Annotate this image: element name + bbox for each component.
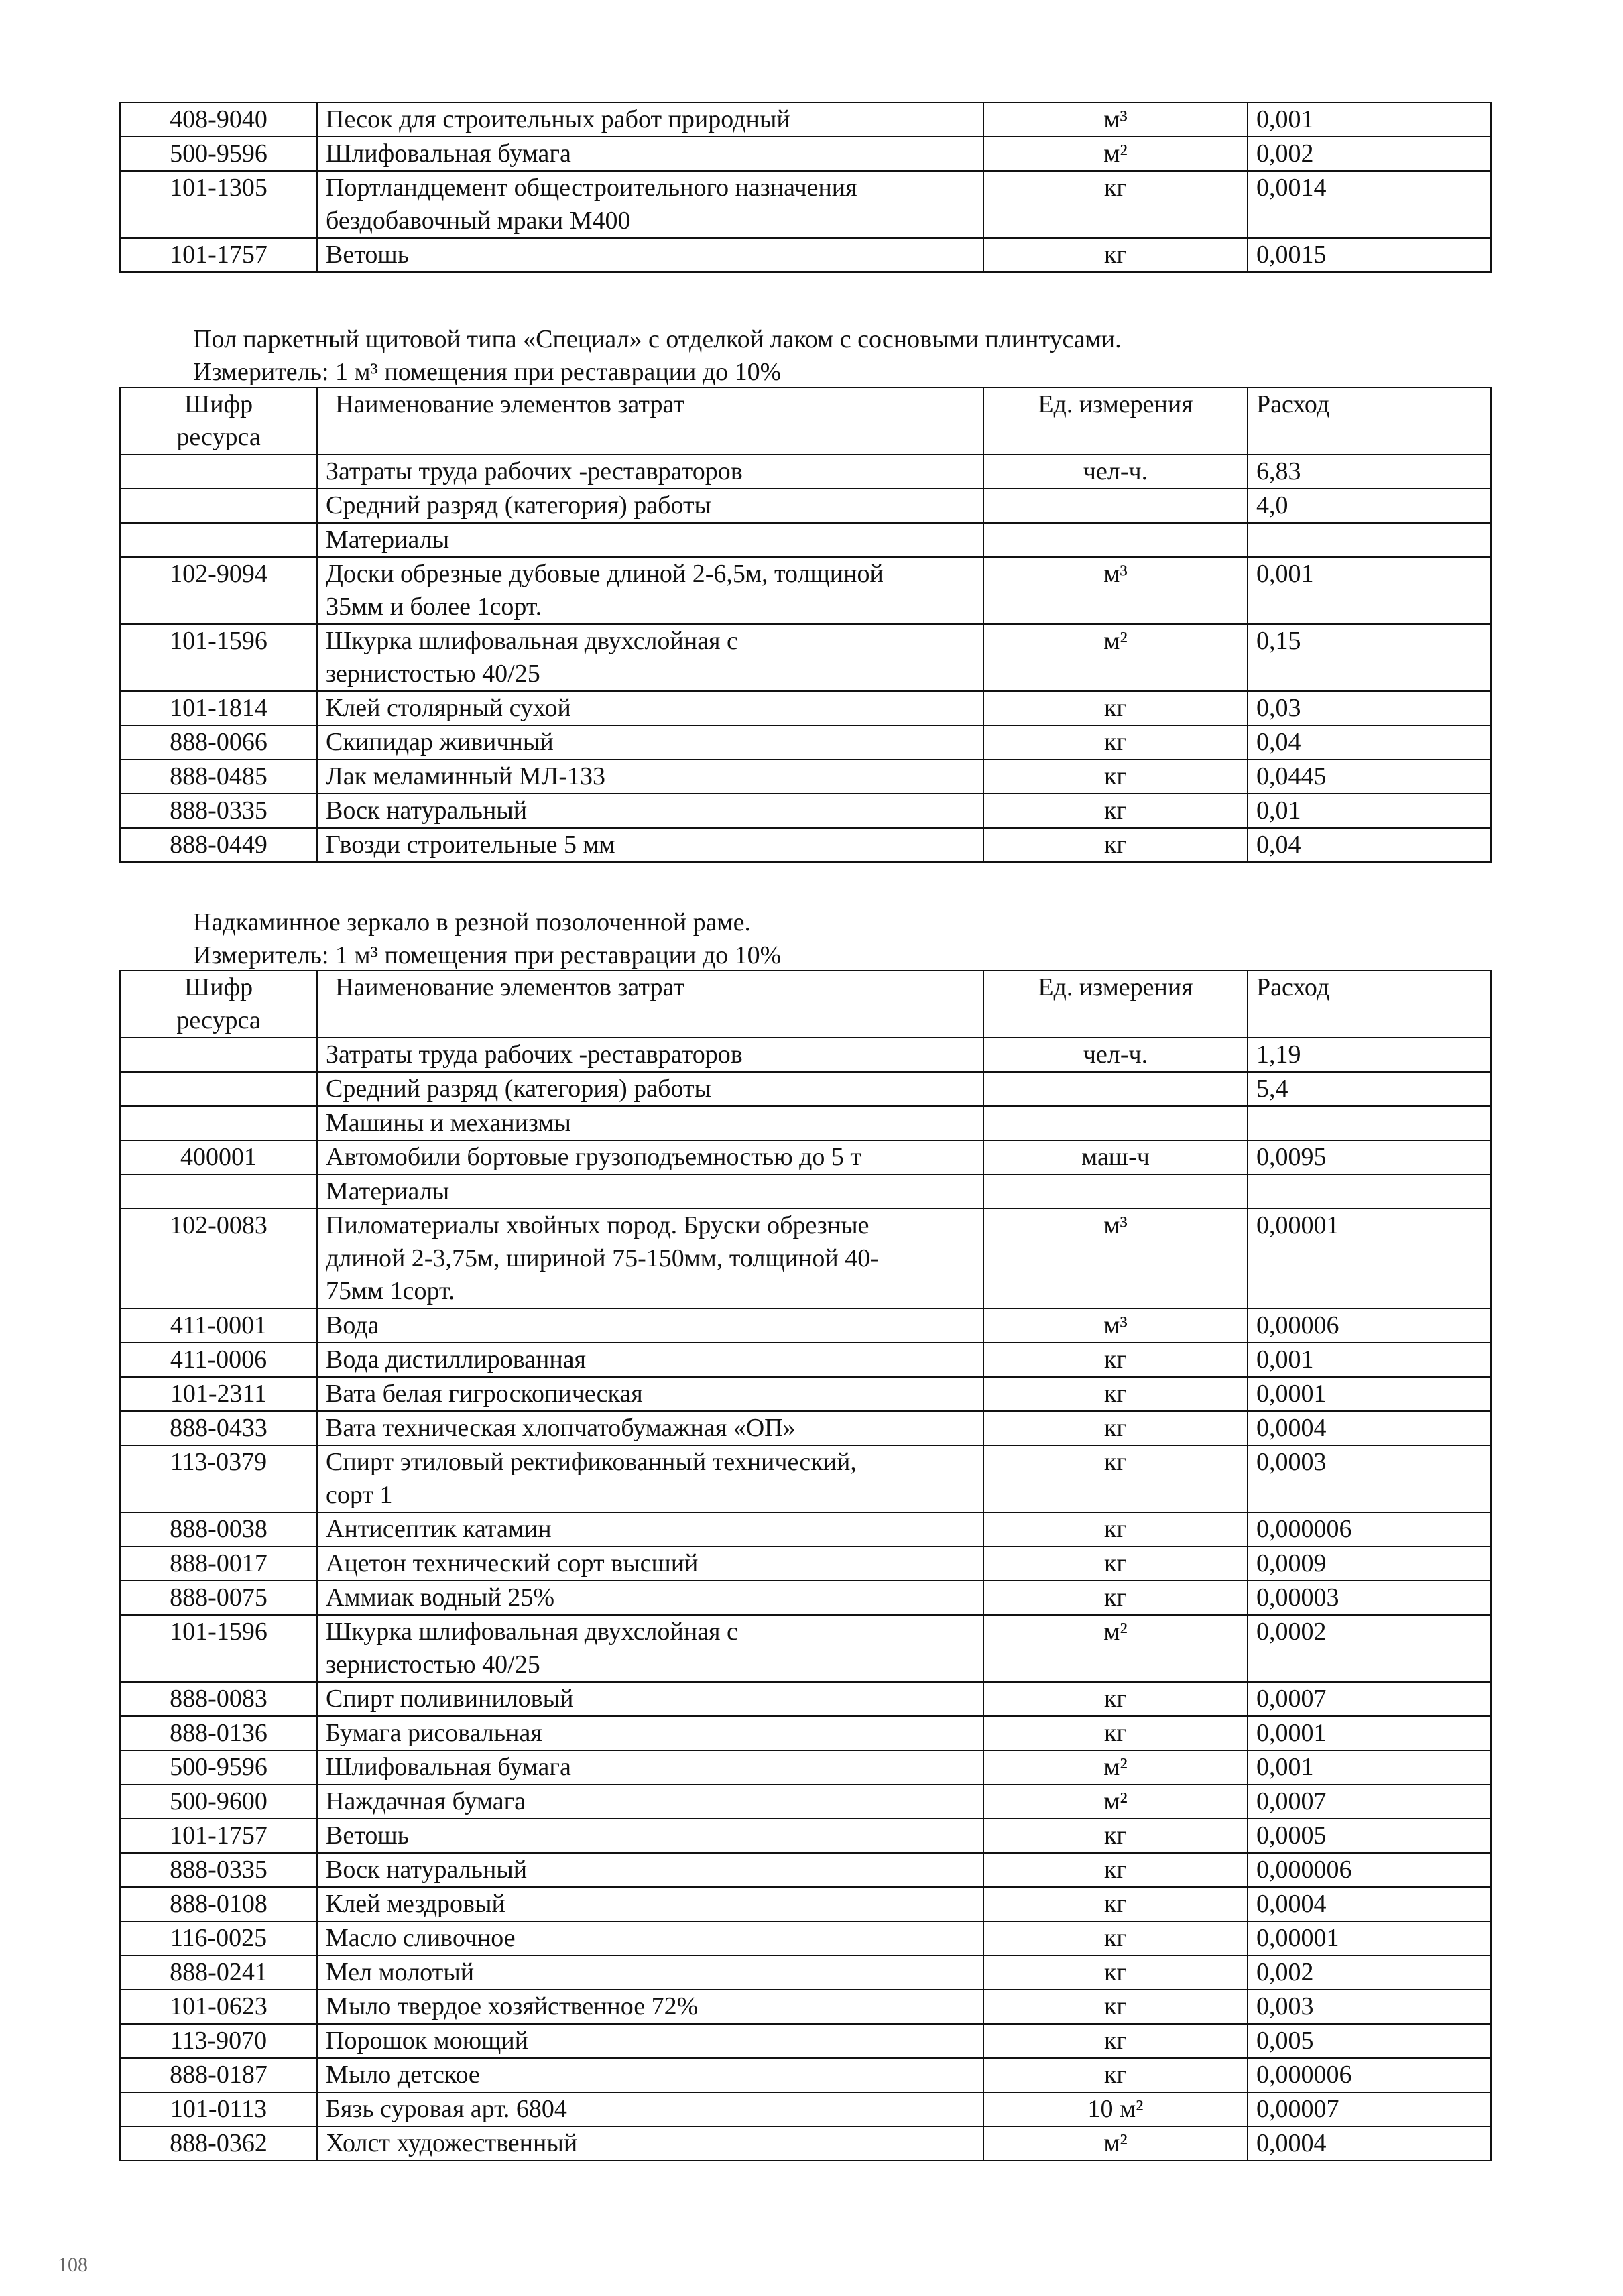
- consumption-value: 0,03: [1248, 691, 1491, 725]
- unit: 10 м²: [983, 2092, 1248, 2126]
- cost-element-name: Спирт поливиниловый: [317, 1682, 983, 1716]
- table-row: [120, 691, 1491, 725]
- table-row: [120, 523, 1491, 557]
- consumption-value: 0,0001: [1248, 1377, 1491, 1411]
- consumption-value: 0,00007: [1248, 2092, 1491, 2126]
- resource-code: 101-1757: [120, 1819, 317, 1853]
- resource-code: [120, 1038, 317, 1072]
- resource-code: 888-0075: [120, 1581, 317, 1615]
- cost-element-name: Пиломатериалы хвойных пород. Бруски обрезные длиной 2-3,75м, шириной 75-150мм, толщиной 40- 75мм 1сорт.: [317, 1209, 983, 1309]
- consumption-value: 0,04: [1248, 828, 1491, 862]
- table-row: [120, 1343, 1491, 1377]
- cost-element-name: Клей мездровый: [317, 1887, 983, 1921]
- consumption-value: 0,001: [1248, 557, 1491, 624]
- section-measure: Измеритель: 1 м³ помещения при реставрации до 10%: [193, 941, 782, 969]
- resource-table-mirror: [119, 970, 1492, 2161]
- table-row: [120, 1990, 1491, 2024]
- header-unit: Ед. измерения: [983, 387, 1248, 455]
- consumption-value: 0,001: [1248, 103, 1491, 137]
- consumption-value: 0,04: [1248, 725, 1491, 760]
- cost-element-name: Вата белая гигроскопическая: [317, 1377, 983, 1411]
- unit: кг: [983, 725, 1248, 760]
- table-row: [120, 1750, 1491, 1785]
- cost-element-name: Клей столярный сухой: [317, 691, 983, 725]
- resource-code: 408-9040: [120, 103, 317, 137]
- consumption-value: 0,002: [1248, 137, 1491, 171]
- cost-element-name: Песок для строительных работ природный: [317, 103, 983, 137]
- resource-code: [120, 489, 317, 523]
- cost-element-name: Вода дистиллированная: [317, 1343, 983, 1377]
- consumption-value: 0,002: [1248, 1955, 1491, 1990]
- unit: [983, 489, 1248, 523]
- table-row: [120, 1581, 1491, 1615]
- unit: кг: [983, 1445, 1248, 1512]
- resource-code: 113-0379: [120, 1445, 317, 1512]
- resource-code: 888-0038: [120, 1512, 317, 1547]
- resource-code: 101-2311: [120, 1377, 317, 1411]
- unit: м³: [983, 557, 1248, 624]
- resource-code: 500-9600: [120, 1785, 317, 1819]
- resource-code: 102-0083: [120, 1209, 317, 1309]
- table-header-row: [120, 387, 1491, 455]
- resource-code: 888-0485: [120, 760, 317, 794]
- resource-code: 888-0241: [120, 1955, 317, 1990]
- unit: м²: [983, 2126, 1248, 2161]
- cost-element-name: Скипидар живичный: [317, 725, 983, 760]
- resource-code: 888-0108: [120, 1887, 317, 1921]
- resource-code: 888-0083: [120, 1682, 317, 1716]
- table-row: [120, 1174, 1491, 1209]
- resource-code: 888-0066: [120, 725, 317, 760]
- resource-code: [120, 1106, 317, 1140]
- table-row: [120, 1682, 1491, 1716]
- consumption-value: 0,0015: [1248, 238, 1491, 272]
- cost-element-name: Бязь суровая арт. 6804: [317, 2092, 983, 2126]
- resource-code: [120, 1072, 317, 1106]
- page-number: 108: [58, 2254, 88, 2276]
- cost-element-name: Затраты труда рабочих -реставраторов: [317, 455, 983, 489]
- consumption-value: [1248, 1174, 1491, 1209]
- unit: кг: [983, 1682, 1248, 1716]
- unit: м²: [983, 1750, 1248, 1785]
- table-row: [120, 1853, 1491, 1887]
- table-row: [120, 1309, 1491, 1343]
- cost-element-name: Машины и механизмы: [317, 1106, 983, 1140]
- table-header-row: [120, 971, 1491, 1038]
- resource-code: 116-0025: [120, 1921, 317, 1955]
- consumption-value: 0,000006: [1248, 1853, 1491, 1887]
- unit: кг: [983, 1343, 1248, 1377]
- resource-code: 113-9070: [120, 2024, 317, 2058]
- consumption-value: 0,0005: [1248, 1819, 1491, 1853]
- consumption-value: 0,01: [1248, 794, 1491, 828]
- table-row: [120, 1209, 1491, 1309]
- cost-element-name: Бумага рисовальная: [317, 1716, 983, 1750]
- cost-element-name: Шлифовальная бумага: [317, 137, 983, 171]
- table-row: [120, 1615, 1491, 1682]
- unit: кг: [983, 1581, 1248, 1615]
- consumption-value: 0,00001: [1248, 1921, 1491, 1955]
- table-row: [120, 1140, 1491, 1174]
- table-row: [120, 1445, 1491, 1512]
- consumption-value: 0,0009: [1248, 1547, 1491, 1581]
- consumption-value: 0,0001: [1248, 1716, 1491, 1750]
- unit: кг: [983, 1853, 1248, 1887]
- resource-code: 101-1305: [120, 171, 317, 238]
- consumption-value: 0,000006: [1248, 2058, 1491, 2092]
- unit: м³: [983, 1209, 1248, 1309]
- resource-table-continued: [119, 102, 1492, 273]
- unit: кг: [983, 171, 1248, 238]
- resource-code: [120, 523, 317, 557]
- consumption-value: 0,00001: [1248, 1209, 1491, 1309]
- cost-element-name: Материалы: [317, 1174, 983, 1209]
- cost-element-name: Ветошь: [317, 238, 983, 272]
- unit: кг: [983, 2024, 1248, 2058]
- cost-element-name: Мел молотый: [317, 1955, 983, 1990]
- consumption-value: 0,0007: [1248, 1682, 1491, 1716]
- unit: кг: [983, 1377, 1248, 1411]
- table-row: [120, 725, 1491, 760]
- resource-code: [120, 1174, 317, 1209]
- unit: м²: [983, 1785, 1248, 1819]
- header-unit: Ед. измерения: [983, 971, 1248, 1038]
- cost-element-name: Средний разряд (категория) работы: [317, 1072, 983, 1106]
- section-title: Пол паркетный щитовой типа «Специал» с отделкой лаком с сосновыми плинтусами.: [193, 325, 1122, 353]
- resource-code: 888-0136: [120, 1716, 317, 1750]
- cost-element-name: Лак меламинный МЛ-133: [317, 760, 983, 794]
- table-row: [120, 103, 1491, 137]
- cost-element-name: Антисептик катамин: [317, 1512, 983, 1547]
- unit: м³: [983, 103, 1248, 137]
- resource-code: 888-0362: [120, 2126, 317, 2161]
- resource-code: 500-9596: [120, 1750, 317, 1785]
- cost-element-name: Мыло детское: [317, 2058, 983, 2092]
- cost-element-name: Ветошь: [317, 1819, 983, 1853]
- header-consumption-value: Расход: [1248, 971, 1491, 1038]
- resource-code: 101-1596: [120, 624, 317, 691]
- table-row: [120, 1785, 1491, 1819]
- resource-code: 888-0335: [120, 794, 317, 828]
- cost-element-name: Доски обрезные дубовые длиной 2-6,5м, толщиной 35мм и более 1сорт.: [317, 557, 983, 624]
- consumption-value: 0,0003: [1248, 1445, 1491, 1512]
- consumption-value: 0,001: [1248, 1343, 1491, 1377]
- unit: кг: [983, 1547, 1248, 1581]
- resource-code: 101-1814: [120, 691, 317, 725]
- resource-code: 101-1757: [120, 238, 317, 272]
- unit: кг: [983, 691, 1248, 725]
- resource-code: 400001: [120, 1140, 317, 1174]
- unit: [983, 1072, 1248, 1106]
- cost-element-name: Мыло твердое хозяйственное 72%: [317, 1990, 983, 2024]
- table-row: [120, 1377, 1491, 1411]
- unit: чел-ч.: [983, 1038, 1248, 1072]
- table-row: [120, 1072, 1491, 1106]
- cost-element-name: Портландцемент общестроительного назначения бездобавочный мраки М400: [317, 171, 983, 238]
- table-row: [120, 2126, 1491, 2161]
- resource-code: 500-9596: [120, 137, 317, 171]
- header-cost-element-name: Наименование элементов затрат: [317, 971, 983, 1038]
- unit: кг: [983, 1411, 1248, 1445]
- consumption-value: 0,00006: [1248, 1309, 1491, 1343]
- unit: [983, 1106, 1248, 1140]
- table-row: [120, 1887, 1491, 1921]
- cost-element-name: Холст художественный: [317, 2126, 983, 2161]
- table-row: [120, 1512, 1491, 1547]
- unit: [983, 1174, 1248, 1209]
- resource-code: 888-0187: [120, 2058, 317, 2092]
- cost-element-name: Материалы: [317, 523, 983, 557]
- unit: чел-ч.: [983, 455, 1248, 489]
- cost-element-name: Шлифовальная бумага: [317, 1750, 983, 1785]
- cost-element-name: Воск натуральный: [317, 1853, 983, 1887]
- consumption-value: 0,0004: [1248, 2126, 1491, 2161]
- unit: м²: [983, 1615, 1248, 1682]
- consumption-value: [1248, 523, 1491, 557]
- table-row: [120, 1411, 1491, 1445]
- unit: кг: [983, 1990, 1248, 2024]
- unit: м²: [983, 137, 1248, 171]
- cost-element-name: Порошок моющий: [317, 2024, 983, 2058]
- table-row: [120, 1547, 1491, 1581]
- unit: кг: [983, 760, 1248, 794]
- cost-element-name: Наждачная бумага: [317, 1785, 983, 1819]
- header-resource-code: Шифр ресурса: [120, 387, 317, 455]
- table-row: [120, 1921, 1491, 1955]
- unit: кг: [983, 1716, 1248, 1750]
- consumption-value: 4,0: [1248, 489, 1491, 523]
- consumption-value: 6,83: [1248, 455, 1491, 489]
- table-row: [120, 2024, 1491, 2058]
- section-measure: Измеритель: 1 м³ помещения при реставрации до 10%: [193, 358, 782, 386]
- consumption-value: 0,0445: [1248, 760, 1491, 794]
- unit: кг: [983, 1921, 1248, 1955]
- cost-element-name: Шкурка шлифовальная двухслойная с зернистостью 40/25: [317, 624, 983, 691]
- table-row: [120, 1716, 1491, 1750]
- unit: [983, 523, 1248, 557]
- consumption-value: 0,00003: [1248, 1581, 1491, 1615]
- header-cost-element-name: Наименование элементов затрат: [317, 387, 983, 455]
- consumption-value: 0,0002: [1248, 1615, 1491, 1682]
- cost-element-name: Шкурка шлифовальная двухслойная с зернистостью 40/25: [317, 1615, 983, 1682]
- resource-code: 102-9094: [120, 557, 317, 624]
- consumption-value: 5,4: [1248, 1072, 1491, 1106]
- unit: кг: [983, 238, 1248, 272]
- table-row: [120, 171, 1491, 238]
- unit: кг: [983, 1887, 1248, 1921]
- table-row: [120, 828, 1491, 862]
- unit: кг: [983, 1512, 1248, 1547]
- consumption-value: 0,003: [1248, 1990, 1491, 2024]
- consumption-value: 0,005: [1248, 2024, 1491, 2058]
- table-row: [120, 794, 1491, 828]
- consumption-value: [1248, 1106, 1491, 1140]
- unit: кг: [983, 828, 1248, 862]
- cost-element-name: Аммиак водный 25%: [317, 1581, 983, 1615]
- cost-element-name: Ацетон технический сорт высший: [317, 1547, 983, 1581]
- unit: м³: [983, 1309, 1248, 1343]
- resource-code: 888-0433: [120, 1411, 317, 1445]
- cost-element-name: Масло сливочное: [317, 1921, 983, 1955]
- unit: маш-ч: [983, 1140, 1248, 1174]
- cost-element-name: Автомобили бортовые грузоподъемностью до 5 т: [317, 1140, 983, 1174]
- cost-element-name: Средний разряд (категория) работы: [317, 489, 983, 523]
- unit: кг: [983, 1955, 1248, 1990]
- cost-element-name: Гвозди строительные 5 мм: [317, 828, 983, 862]
- resource-code: [120, 455, 317, 489]
- table-row: [120, 1038, 1491, 1072]
- table-row: [120, 238, 1491, 272]
- consumption-value: 0,0095: [1248, 1140, 1491, 1174]
- resource-table-parquet: [119, 387, 1492, 863]
- section-title: Надкаминное зеркало в резной позолоченной раме.: [193, 908, 752, 936]
- cost-element-name: Затраты труда рабочих -реставраторов: [317, 1038, 983, 1072]
- resource-code: 888-0335: [120, 1853, 317, 1887]
- consumption-value: 0,0014: [1248, 171, 1491, 238]
- consumption-value: 1,19: [1248, 1038, 1491, 1072]
- cost-element-name: Спирт этиловый ректификованный технический, сорт 1: [317, 1445, 983, 1512]
- table-row: [120, 760, 1491, 794]
- resource-code: 101-0113: [120, 2092, 317, 2126]
- resource-code: 888-0017: [120, 1547, 317, 1581]
- table-row: [120, 624, 1491, 691]
- consumption-value: 0,15: [1248, 624, 1491, 691]
- unit: кг: [983, 1819, 1248, 1853]
- consumption-value: 0,0004: [1248, 1887, 1491, 1921]
- cost-element-name: Вата техническая хлопчатобумажная «ОП»: [317, 1411, 983, 1445]
- table-row: [120, 455, 1491, 489]
- header-consumption-value: Расход: [1248, 387, 1491, 455]
- cost-element-name: Вода: [317, 1309, 983, 1343]
- resource-code: 888-0449: [120, 828, 317, 862]
- header-resource-code: Шифр ресурса: [120, 971, 317, 1038]
- consumption-value: 0,0007: [1248, 1785, 1491, 1819]
- resource-code: 101-0623: [120, 1990, 317, 2024]
- table-row: [120, 557, 1491, 624]
- cost-element-name: Воск натуральный: [317, 794, 983, 828]
- table-row: [120, 489, 1491, 523]
- table-row: [120, 2058, 1491, 2092]
- table-row: [120, 1106, 1491, 1140]
- consumption-value: 0,000006: [1248, 1512, 1491, 1547]
- table-row: [120, 1819, 1491, 1853]
- table-row: [120, 1955, 1491, 1990]
- resource-code: 411-0006: [120, 1343, 317, 1377]
- unit: м²: [983, 624, 1248, 691]
- consumption-value: 0,001: [1248, 1750, 1491, 1785]
- resource-code: 411-0001: [120, 1309, 317, 1343]
- table-row: [120, 2092, 1491, 2126]
- unit: кг: [983, 2058, 1248, 2092]
- consumption-value: 0,0004: [1248, 1411, 1491, 1445]
- resource-code: 101-1596: [120, 1615, 317, 1682]
- unit: кг: [983, 794, 1248, 828]
- table-row: [120, 137, 1491, 171]
